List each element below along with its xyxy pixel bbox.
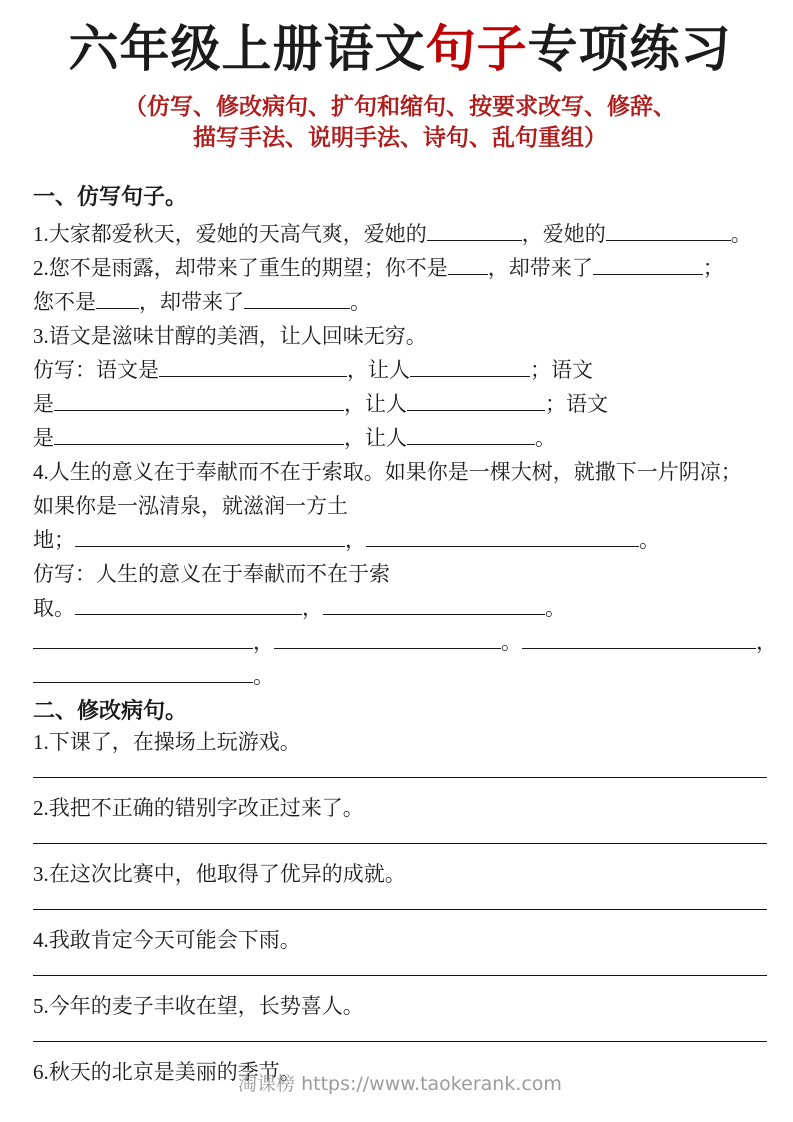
question-text: 5.今年的麦子丰收在望，长势喜人。 bbox=[33, 994, 364, 1018]
section1-lines bbox=[33, 217, 777, 693]
answer-rule bbox=[33, 843, 767, 844]
blank-line bbox=[75, 543, 345, 547]
line-text: 是 bbox=[33, 392, 54, 416]
worksheet-line bbox=[33, 387, 767, 421]
line-text: 仿写：语文是 bbox=[33, 358, 159, 382]
worksheet-line bbox=[33, 659, 767, 693]
section1-heading: 一、仿写句子。 bbox=[33, 184, 188, 209]
blank-line bbox=[366, 543, 639, 547]
line-text: ， bbox=[253, 630, 274, 654]
blank-line bbox=[75, 611, 302, 615]
worksheet-line bbox=[33, 591, 767, 625]
line-text: 1.大家都爱秋天，爱她的天高气爽，爱她的 bbox=[33, 222, 427, 246]
subtitle-line-1: （仿写、修改病句、扩句和缩句、按要求改写、修辞、 bbox=[124, 94, 676, 119]
line-text: ，让人 bbox=[344, 426, 407, 450]
line-text: 。 bbox=[639, 528, 660, 552]
blank-line bbox=[407, 407, 545, 411]
worksheet-line bbox=[33, 217, 767, 251]
worksheet-line bbox=[33, 421, 767, 455]
line-text: ，让人 bbox=[344, 392, 407, 416]
blank-line bbox=[244, 305, 350, 309]
blank-line bbox=[33, 645, 253, 649]
line-text: ， bbox=[302, 596, 323, 620]
page-title bbox=[33, 0, 767, 78]
worksheet-line bbox=[33, 319, 767, 353]
line-text: ；语文 bbox=[545, 392, 608, 416]
line-text: 仿写：人生的意义在于奉献而不在于索 bbox=[33, 562, 390, 586]
line-text: ，爱她的 bbox=[521, 222, 606, 246]
line-text: 。 bbox=[253, 664, 274, 688]
page-title-suffix: 专项练习 bbox=[527, 21, 732, 77]
title-highlight: 句子 bbox=[425, 21, 528, 77]
line-text: 。 bbox=[545, 596, 566, 620]
blank-line bbox=[159, 373, 347, 377]
line-text: 2.您不是雨露，却带来了重生的期望；你不是 bbox=[33, 256, 448, 280]
blank-line bbox=[606, 237, 731, 241]
worksheet-line bbox=[33, 557, 767, 591]
line-text: ，却带来了 bbox=[487, 256, 593, 280]
line-text: 地； bbox=[33, 528, 75, 552]
blank-line bbox=[323, 611, 545, 615]
line-text: 。 bbox=[350, 290, 371, 314]
question-text: 4.我敢肯定今天可能会下雨。 bbox=[33, 928, 301, 952]
worksheet-line bbox=[33, 251, 767, 285]
question-text: 2.我把不正确的错别字改正过来了。 bbox=[33, 796, 364, 820]
question-item bbox=[33, 993, 767, 1042]
line-text: ，却带来了 bbox=[139, 290, 244, 314]
blank-line bbox=[54, 441, 344, 445]
worksheet-line bbox=[33, 625, 777, 659]
question-text: 6.秋天的北京是美丽的季节。 bbox=[33, 1060, 301, 1084]
blank-line bbox=[33, 679, 253, 683]
footer-watermark: 淘课榜 https://www.taokerank.com bbox=[238, 1073, 562, 1095]
blank-line bbox=[410, 373, 530, 377]
line-text: 是 bbox=[33, 426, 54, 450]
line-text: 3.语文是滋味甘醇的美酒，让人回味无穷。 bbox=[33, 324, 427, 348]
line-text: 。 bbox=[730, 222, 752, 246]
question-text: 3.在这次比赛中，他取得了优异的成就。 bbox=[33, 862, 406, 886]
line-text: 。 bbox=[535, 426, 556, 450]
blank-line bbox=[54, 407, 344, 411]
subtitle-line-2: 描写手法、说明手法、诗句、乱句重组） bbox=[193, 125, 607, 150]
blank-line bbox=[448, 271, 488, 275]
question-item bbox=[33, 795, 767, 844]
blank-line bbox=[522, 645, 756, 649]
line-text: ； bbox=[702, 256, 724, 280]
worksheet-line bbox=[33, 353, 767, 387]
worksheet-line bbox=[33, 489, 767, 523]
line-text: 取。 bbox=[33, 596, 75, 620]
blank-line bbox=[96, 305, 139, 309]
worksheet-line bbox=[33, 455, 767, 489]
line-text: 您不是 bbox=[33, 290, 96, 314]
line-text: ，让人 bbox=[347, 358, 410, 382]
page-title-prefix: 六年级上册语文 bbox=[68, 21, 426, 77]
answer-rule bbox=[33, 777, 767, 778]
section2-heading: 二、修改病句。 bbox=[33, 698, 188, 723]
blank-line bbox=[593, 271, 703, 275]
question-item bbox=[33, 861, 767, 910]
blank-line bbox=[274, 645, 501, 649]
answer-rule bbox=[33, 975, 767, 976]
blank-line bbox=[407, 441, 535, 445]
question-item bbox=[33, 927, 767, 976]
line-text: ；语文 bbox=[530, 358, 593, 382]
line-text: 。 bbox=[501, 630, 522, 654]
worksheet-line bbox=[33, 523, 767, 557]
question-text: 1.下课了，在操场上玩游戏。 bbox=[33, 730, 301, 754]
answer-rule bbox=[33, 909, 767, 910]
worksheet-line bbox=[33, 285, 767, 319]
question-item bbox=[33, 729, 767, 778]
subtitle bbox=[33, 91, 767, 153]
answer-rule bbox=[33, 1041, 767, 1042]
line-text: ， bbox=[345, 528, 366, 552]
line-text: 4.人生的意义在于奉献而不在于索取。如果你是一棵大树，就撒下一片阴凉； bbox=[33, 460, 742, 484]
blank-line bbox=[427, 237, 522, 241]
line-text: 如果你是一泓清泉，就滋润一方土 bbox=[33, 494, 348, 518]
line-text: ， bbox=[756, 630, 777, 654]
section2-items bbox=[33, 729, 767, 1086]
